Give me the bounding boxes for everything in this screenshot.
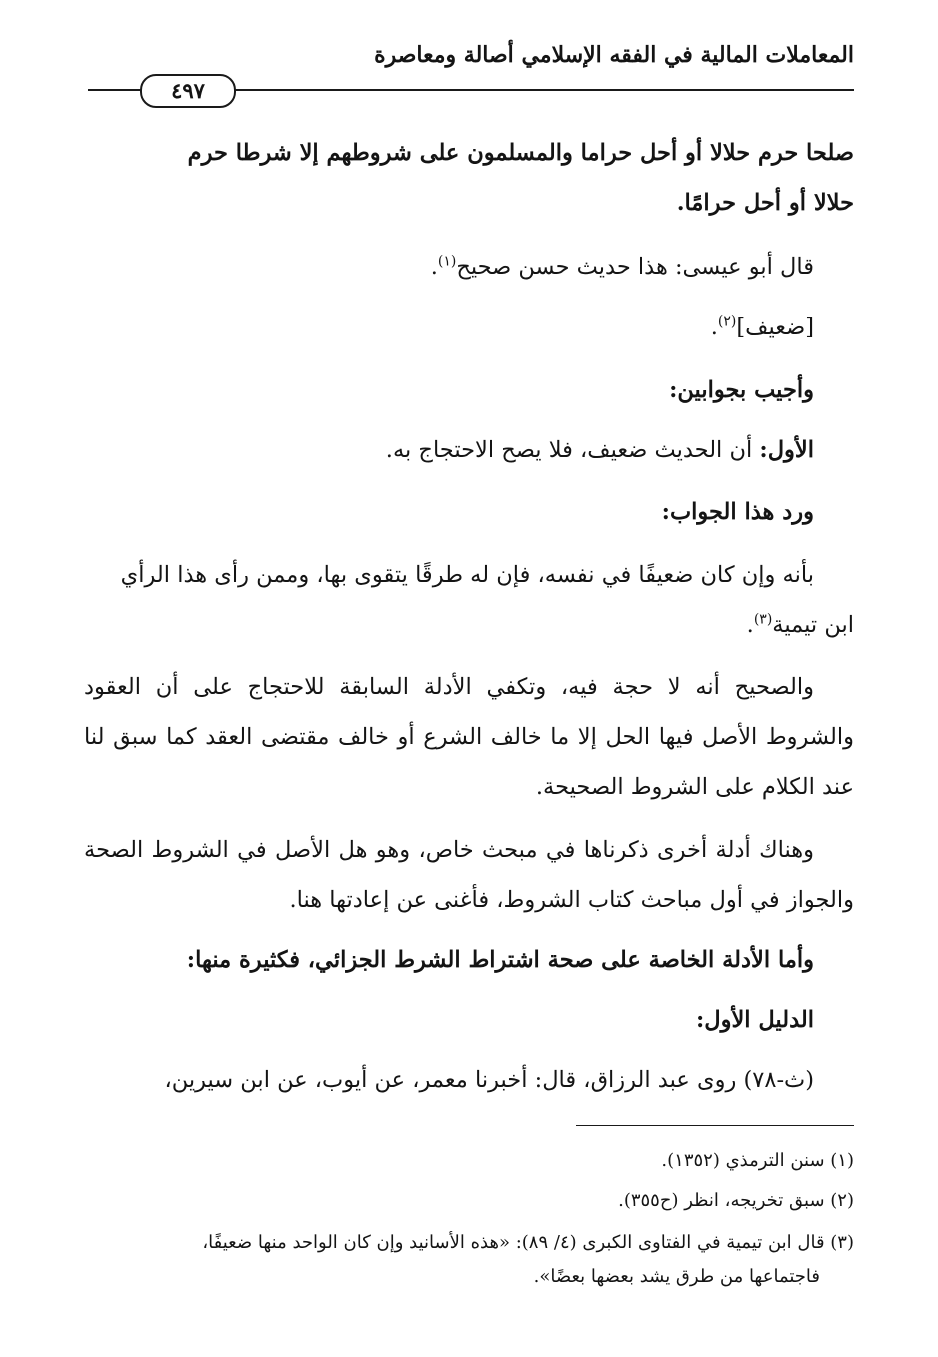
paragraph-10: وأما الأدلة الخاصة على صحة اشتراط الشرط الجزائي، فكثيرة منها: xyxy=(186,947,814,973)
footnote-rule xyxy=(576,1125,854,1126)
paragraph-9: وهناك أدلة أخرى ذكرناها في مبحث خاص، وهو هل الأصل في الشروط الصحة والجواز في أول مباحث كتاب الشروط، فأغنى عن إعادتها هنا. xyxy=(84,837,854,913)
paragraph-7-end: . xyxy=(746,612,754,638)
footnote-3-line-2: فاجتماعها من طرق يشد بعضها بعضًا». xyxy=(533,1266,820,1287)
paragraph-2 xyxy=(431,242,854,292)
paragraph-12: (ث-٧٨) روى عبد الرزاق، قال: أخبرنا معمر، عن أيوب، عن ابن سيرين، xyxy=(164,1067,814,1093)
footnote-ref-2: (٢) xyxy=(717,313,737,330)
paragraph-3-end: . xyxy=(710,314,718,340)
footnote-ref-3: (٣) xyxy=(753,611,773,628)
paragraph-3-text: [ضعيف] xyxy=(736,314,814,340)
paragraph-8: والصحيح أنه لا حجة فيه، وتكفي الأدلة السابقة للاحتجاج على أن العقود والشروط الأصل فيها الحل إلا ما خالف الشرع أو خالف مقتضى العقد كما سبق لنا عند الكلام على الشروط الصحيحة. xyxy=(84,674,854,800)
paragraph-7 xyxy=(121,550,854,650)
paragraph-11: الدليل الأول: xyxy=(695,1007,814,1033)
paragraph-7-line-2 xyxy=(121,600,854,650)
paragraph-7-line-1: بأنه وإن كان ضعيفًا في نفسه، فإن له طرقًا يتقوى بها، وممن رأى هذا الرأي xyxy=(120,562,814,588)
paragraph-2-text: قال أبو عيسى: هذا حديث حسن صحيح xyxy=(456,254,814,280)
paragraph-1-line-1: صلحا حرم حلالا أو أحل حراما والمسلمون على شروطهم إلا شرطا حرم xyxy=(187,140,854,166)
paragraph-5-text: أن الحديث ضعيف، فلا يصح الاحتجاج به. xyxy=(385,437,760,463)
page-number: ٤٩٧ xyxy=(140,74,236,108)
paragraph-2-end: . xyxy=(430,254,438,280)
paragraph-5 xyxy=(386,425,854,475)
paragraph-4: وأجيب بجوابين: xyxy=(669,377,814,403)
footnote-2: (٢) سبق تخريجه، انظر (ح٣٥٥). xyxy=(618,1190,854,1211)
footnote-3-line-1: (٣) قال ابن تيمية في الفتاوى الكبرى (٤/ ٨٩): «هذه الأسانيد وإن كان الواحد منها ضعيفًا، xyxy=(202,1232,854,1253)
paragraph-1 xyxy=(188,128,854,228)
footnote-ref-1: (١) xyxy=(437,253,457,270)
paragraph-3 xyxy=(711,302,854,352)
paragraph-5-label: الأول: xyxy=(759,437,814,463)
paragraph-1-line-2: حلالا أو أحل حرامًا. xyxy=(676,190,854,216)
running-title: المعاملات المالية في الفقه الإسلامي أصالة ومعاصرة xyxy=(374,42,854,68)
paragraph-7-line-2-text: ابن تيمية xyxy=(772,612,854,638)
paragraph-6: ورد هذا الجواب: xyxy=(661,499,814,525)
footnote-1: (١) سنن الترمذي (١٣٥٢). xyxy=(661,1150,854,1171)
